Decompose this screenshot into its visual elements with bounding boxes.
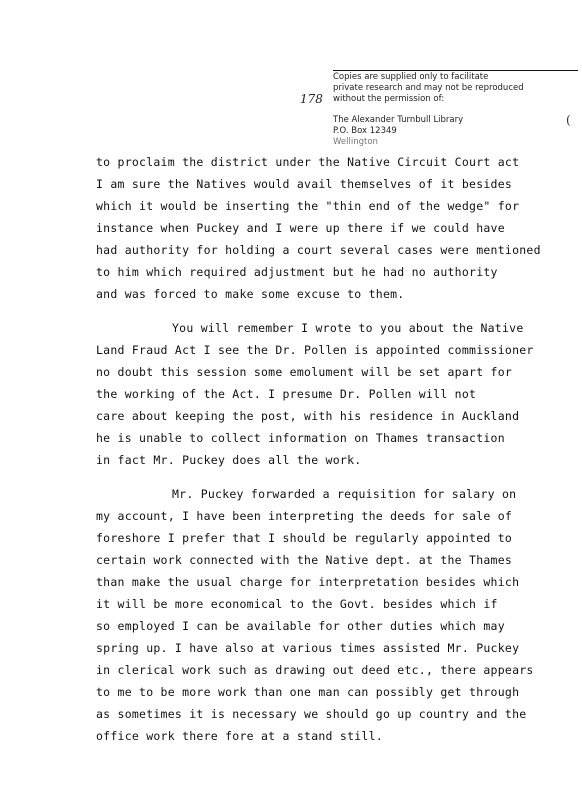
text-line: which it would be inserting the "thin end of the wedge" for: [96, 199, 520, 213]
stamp-line: without the permission of:: [333, 94, 445, 104]
text-line: so employed I can be available for other duties which may: [96, 619, 505, 633]
text-line: to me to be more work than one man can possibly get through: [96, 685, 520, 699]
stamp-line: Copies are supplied only to facilitate: [333, 72, 489, 82]
copyright-stamp: [333, 70, 582, 148]
text-line: care about keeping the post, with his residence in Auckland: [96, 409, 520, 423]
text-line: had authority for holding a court several cases were mentioned: [96, 243, 541, 257]
margin-mark: (: [566, 113, 571, 127]
text-line: in clerical work such as drawing out deed etc., there appears: [96, 663, 534, 677]
stamp-line: P.O. Box 12349: [333, 126, 397, 136]
text-line: office work there fore at a stand still.: [96, 729, 383, 743]
stamp-rule: [333, 70, 578, 71]
stamp-line: The Alexander Turnbull Library: [333, 115, 464, 125]
text-line: Land Fraud Act I see the Dr. Pollen is appointed commissioner: [96, 343, 534, 357]
text-line: as sometimes it is necessary we should go up country and the: [96, 707, 527, 721]
text-line: You will remember I wrote to you about the Native: [172, 321, 524, 335]
text-line: instance when Puckey and I were up there if we could have: [96, 221, 505, 235]
text-line: to proclaim the district under the Native Circuit Court act: [96, 155, 520, 169]
folio-number: 178: [300, 92, 323, 106]
text-line: the working of the Act. I presume Dr. Pollen will not: [96, 387, 477, 401]
stamp-line: Wellington: [333, 137, 378, 147]
text-line: no doubt this session some emolument will be set apart for: [96, 365, 513, 379]
text-line: certain work connected with the Native dept. at the Thames: [96, 553, 513, 567]
text-line: spring up. I have also at various times assisted Mr. Puckey: [96, 641, 520, 655]
text-line: in fact Mr. Puckey does all the work.: [96, 453, 362, 467]
text-line: it will be more economical to the Govt. besides which if: [96, 597, 498, 611]
letter-body: [96, 151, 576, 747]
text-line: Mr. Puckey forwarded a requisition for salary on: [172, 487, 517, 501]
text-line: I am sure the Natives would avail themselves of it besides: [96, 177, 513, 191]
stamp-line: private research and may not be reproduced: [333, 83, 524, 93]
paragraph-1: [96, 151, 576, 305]
paragraph-2: [96, 317, 576, 471]
text-line: than make the usual charge for interpretation besides which: [96, 575, 520, 589]
text-line: he is unable to collect information on Thames transaction: [96, 431, 505, 445]
text-line: to him which required adjustment but he had no authority: [96, 265, 498, 279]
paragraph-3: [96, 483, 576, 747]
text-line: my account, I have been interpreting the deeds for sale of: [96, 509, 513, 523]
text-line: foreshore I prefer that I should be regularly appointed to: [96, 531, 513, 545]
text-line: and was forced to make some excuse to them.: [96, 287, 405, 301]
